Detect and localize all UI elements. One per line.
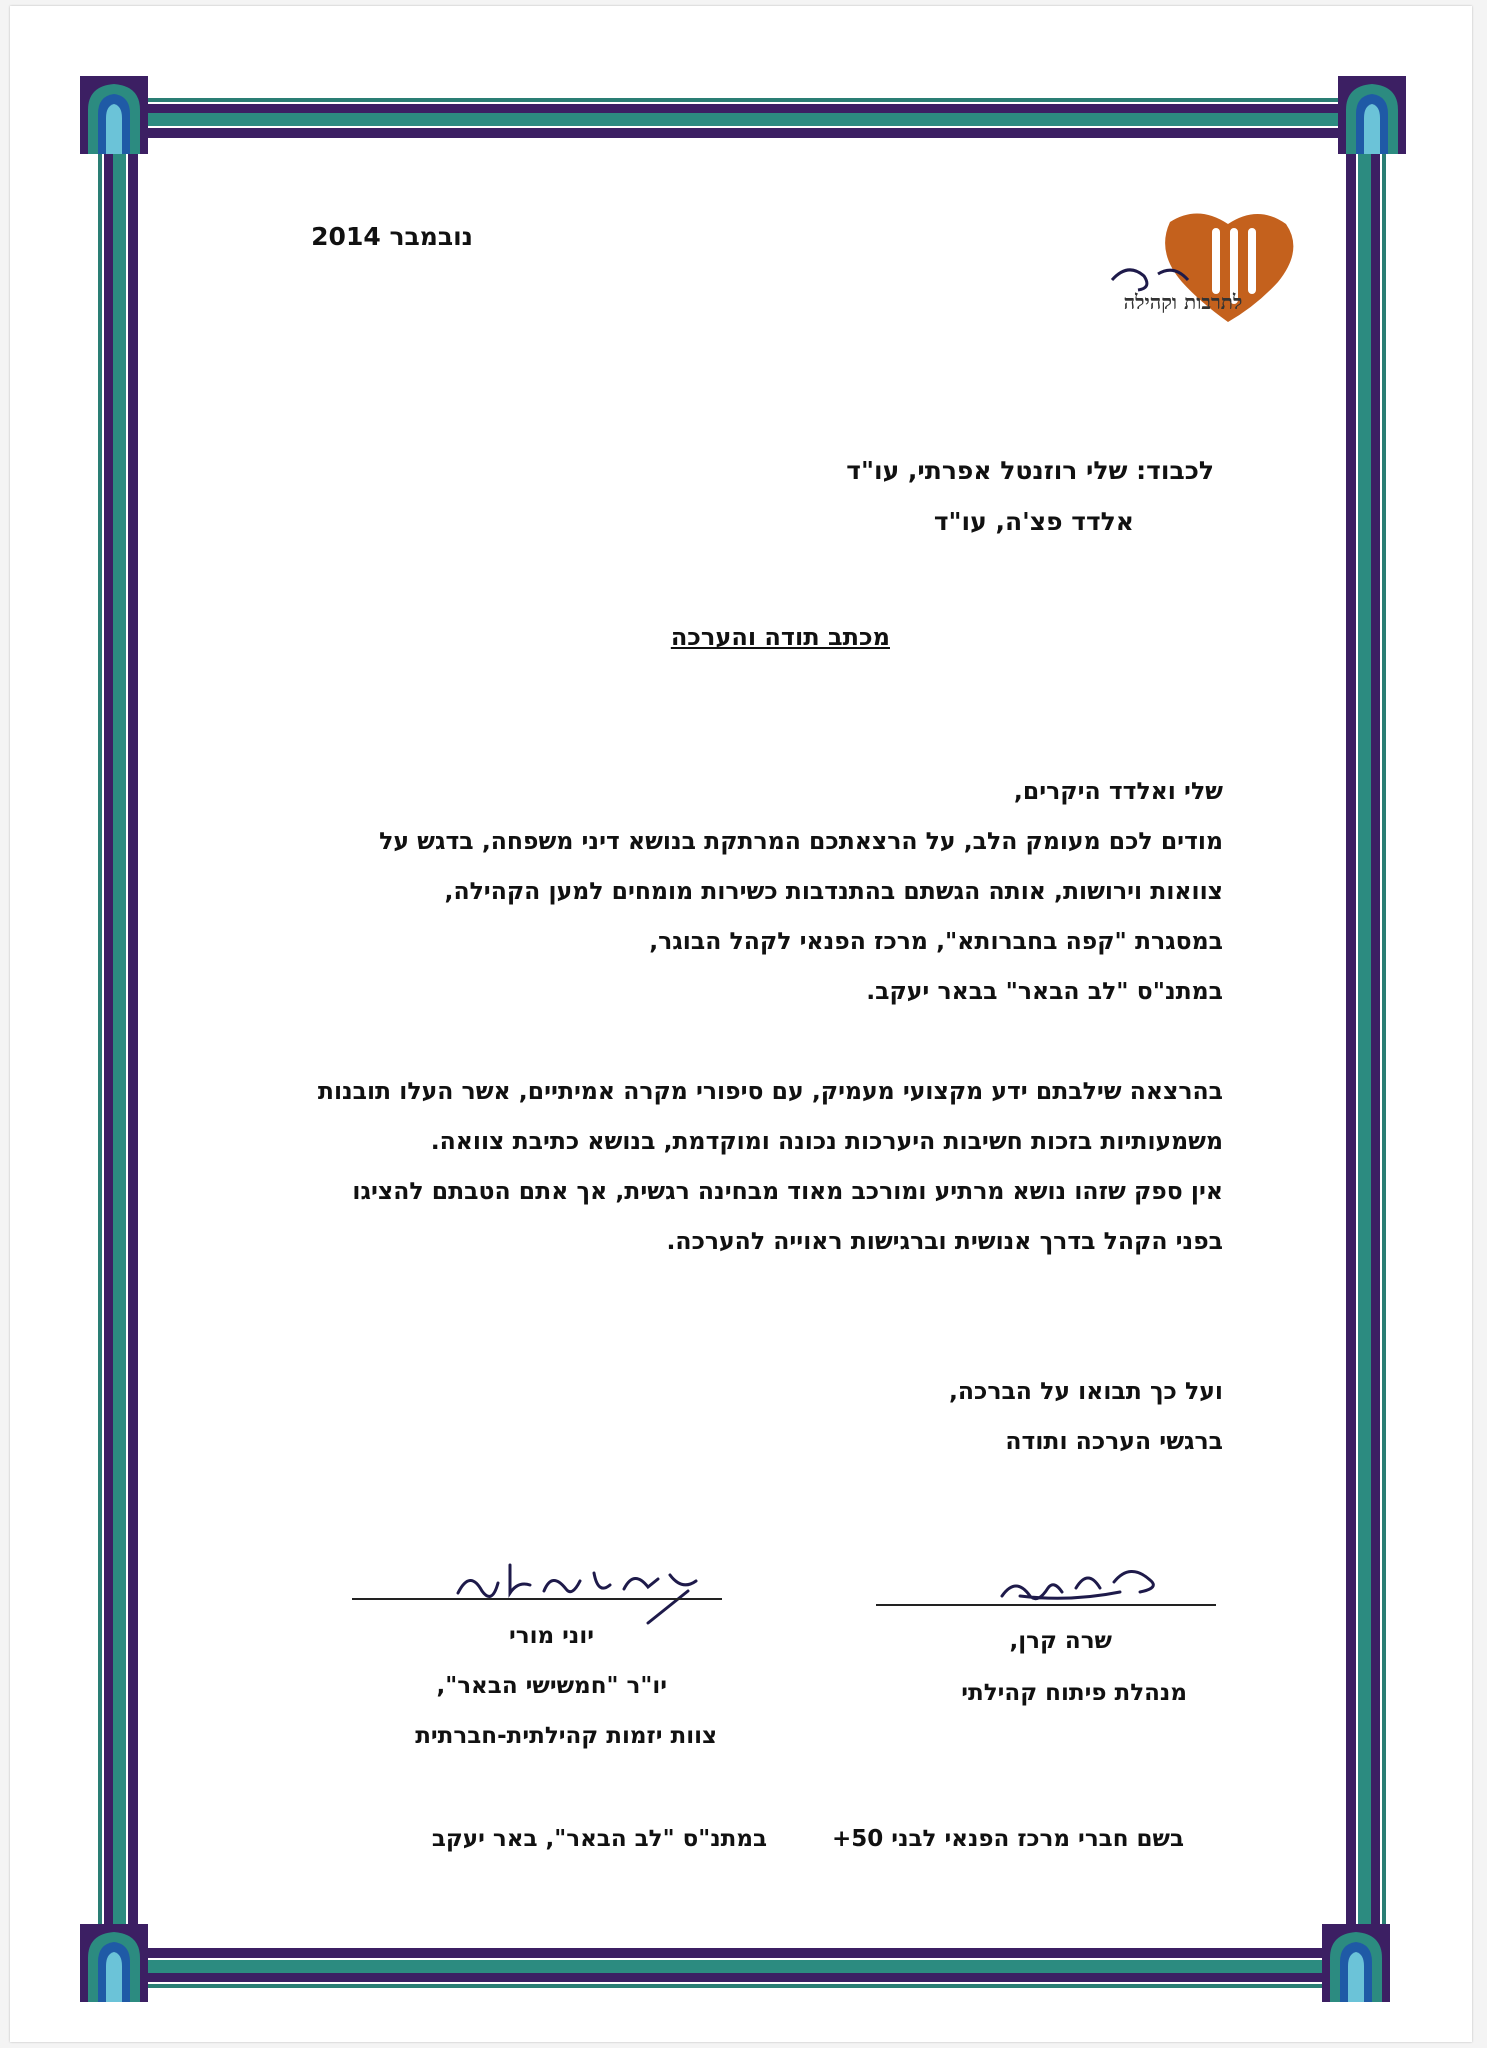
corner-ornament-bottom-left	[80, 1924, 148, 2002]
closing-line: ועל כך תבואו על הברכה,	[948, 1377, 1223, 1405]
letter-subject: מכתב תודה והערכה	[670, 623, 890, 651]
signature-left	[448, 1545, 718, 1625]
signatory-right-name: שרה קרן,	[1009, 1628, 1112, 1654]
frame-top	[130, 98, 1348, 138]
frame-left	[98, 150, 138, 1950]
corner-ornament-top-right	[1338, 76, 1406, 154]
letter-date: נובמבר 2014	[311, 222, 473, 251]
corner-ornament-top-left	[80, 76, 148, 154]
body-paragraph-2-line: בפני הקהל בדרך אנושית וברגישות ראוייה להערכה.	[666, 1227, 1223, 1255]
footer-right-text: בשם חברי מרכז הפנאי לבני 50+	[832, 1826, 1184, 1852]
body-paragraph-1-line: במסגרת "קפה בחברותא", מרכז הפנאי לקהל הבוגר,	[649, 927, 1223, 955]
body-paragraph-2-line: בהרצאה שילבתם ידע מקצועי מעמיק, עם סיפורי מקרה אמיתיים, אשר העלו תובנות	[317, 1077, 1223, 1105]
signatory-right-title: מנהלת פיתוח קהילתי	[961, 1680, 1187, 1706]
signatory-left-title-1: יו"ר "חמשישי הבאר",	[436, 1673, 667, 1699]
recipient-line-2: אלדד פצ'ה, עו"ד	[933, 507, 1134, 536]
frame-bottom	[130, 1948, 1348, 1988]
footer-left-text: במתנ"ס "לב הבאר", באר יעקב	[431, 1826, 767, 1852]
signature-line-right	[876, 1604, 1216, 1606]
logo-subtitle: לתרבות וקהילה	[1123, 290, 1243, 314]
closing-line: ברגשי הערכה ותודה	[1005, 1427, 1223, 1455]
signature-line-left	[352, 1598, 722, 1600]
frame-right	[1346, 150, 1386, 1950]
body-paragraph-2-line: אין ספק שזהו נושא מרתיע ומורכב מאוד מבחינה רגשית, אך אתם הטבתם להציגו	[352, 1177, 1223, 1205]
signatory-left-name: יוני מורי	[508, 1623, 594, 1649]
body-paragraph-1-line: במתנ"ס "לב הבאר" בבאר יעקב.	[866, 977, 1223, 1005]
recipient-line-1: לכבוד: שלי רוזנטל אפרתי, עו"ד	[846, 456, 1214, 485]
body-paragraph-1-line: מודים לכם מעומק הלב, על הרצאתכם המרתקת בנושא דיני משפחה, בדגש על	[379, 827, 1223, 855]
signatory-left-title-2: צוות יזמות קהילתית-חברתית	[415, 1723, 717, 1749]
greeting: שלי ואלדד היקרים,	[1013, 777, 1223, 805]
corner-ornament-bottom-right	[1322, 1924, 1390, 2002]
signature-right	[990, 1552, 1170, 1612]
body-paragraph-2-line: משמעותיות בזכות חשיבות היערכות נכונה ומוקדמת, בנושא כתיבת צוואה.	[430, 1127, 1223, 1155]
body-paragraph-1-line: צוואות וירושות, אותה הגשתם בהתנדבות כשירות מומחים למען הקהילה,	[444, 877, 1223, 905]
